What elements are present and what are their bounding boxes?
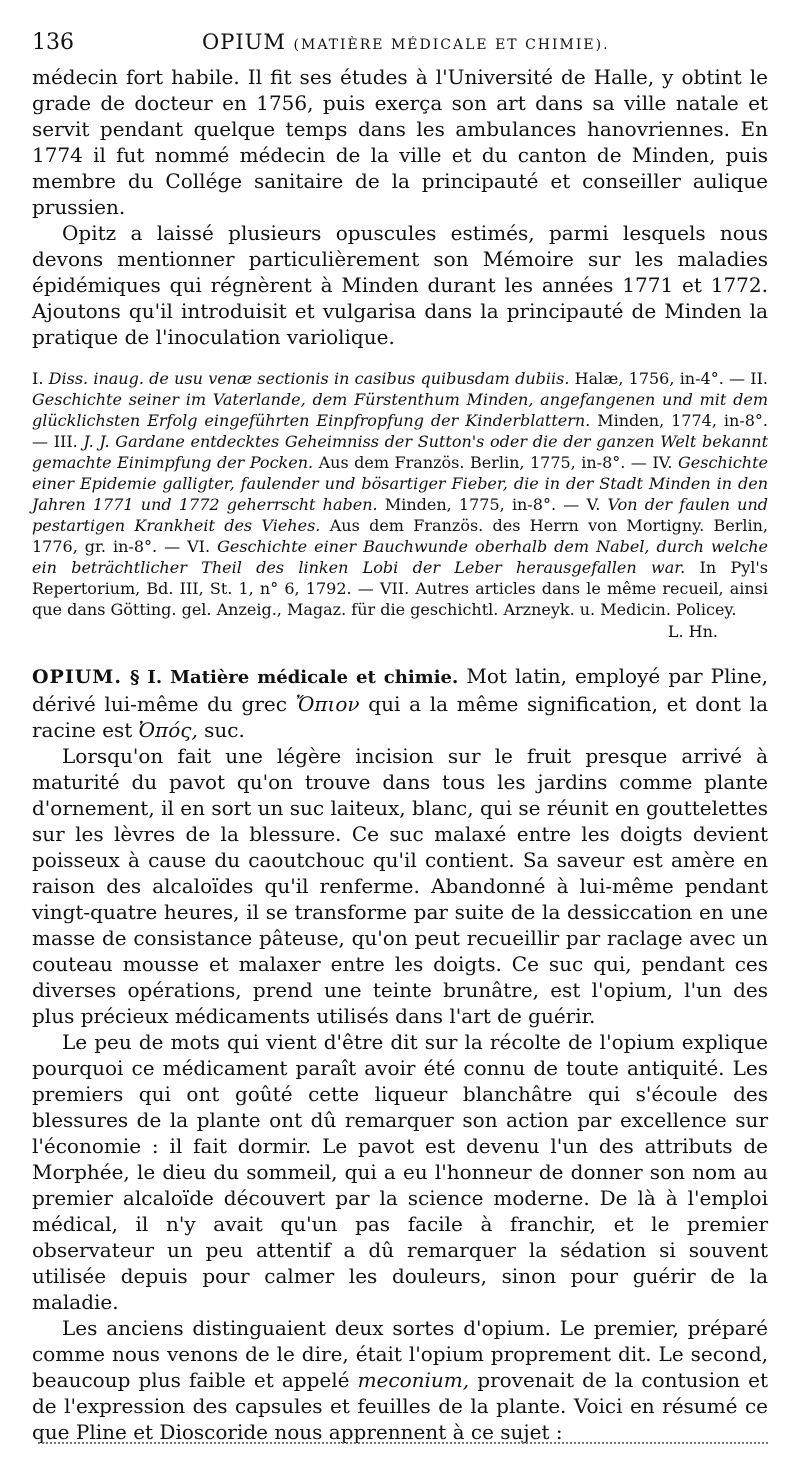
biography-paragraph-2: Opitz a laissé plusieurs opuscules estimés, parmi lesquels nous devons mentionner particulièrement son Mémoire sur les maladies épidémiques qui régnèrent à Minden durant les années 1771 et 1772. Ajoutons qu'il introduisit et vulgarisa dans la principauté de Minden la pratique de l'inoculation variolique. <box>32 221 768 349</box>
biblio-title: J. J. Gardane entdecktes Geheimniss der Sutton's oder die der ganzen Welt bekannt gemachte Einimpfung der Pocken. <box>32 432 769 472</box>
article-paragraph-3 <box>32 1315 768 1445</box>
intro-text: qui a la même signification, et dont la racine est <box>32 692 768 742</box>
footer-dotted-rule <box>38 1442 768 1444</box>
biblio-title: Diss. inaug. de usu venæ sectionis in casibus quibusdam dubiis. <box>48 369 570 388</box>
section-title: § I. Matière médicale et chimie. <box>130 667 459 688</box>
page-number: 136 <box>32 30 74 55</box>
intro-text: suc. <box>204 718 245 742</box>
running-title: OPIUM <box>202 30 286 54</box>
paragraph-text: Les anciens distinguaient deux sortes d'opium. Le premier, préparé comme nous venons de le dire, était l'opium proprement dit. Le second, beaucoup plus faible et appelé <box>32 1316 768 1392</box>
biblio-pub: Aus dem Französ. des Herrn von Mortigny. Berlin, 1776, gr. in-8°. — <box>32 516 769 556</box>
article-paragraph-1: Lorsqu'on fait une légère incision sur le fruit presque arrivé à maturité du pavot qu'on trouve dans tous les jardins comme plante d'ornement, il en sort un suc laiteux, blanc, qui se réunit en gouttelettes sur les lèvres de la blessure. Ce suc malaxé entre les doigts devient poisseux à cause du caoutchouc qu'il contient. Sa saveur est amère en raison des alcaloïdes qu'il renferme. Abandonné à lui-même pendant vingt-quatre heures, il se transforme par suite de la dessiccation en une masse de consistance pâteuse, qu'on peut recueillir par raclage avec un couteau mousse et malaxer entre les doigts. Ce suc qui, pendant ces diverses opérations, prend une teinte brunâtre, est l'opium, l'un des plus précieux médicaments utilisés dans l'art de guérir. <box>32 744 768 1028</box>
author-signature: L. Hn. <box>667 622 718 641</box>
article-paragraph-2: Le peu de mots qui vient d'être dit sur la récolte de l'opium explique pourquoi ce médicament paraît avoir été connu de toute antiquité. Les premiers qui ont goûté cette liqueur blanchâtre qui s'écoule des blessures de la plante ont dû remarquer son action par excellence sur l'économie : il fait dormir. Le pavot est devenu l'un des attributs de Morphée, le dieu du sommeil, qui a eu l'honneur de donner son nom au premier alcaloïde découvert par la science moderne. De là à l'emploi médical, il n'y avait qu'un pas facile à franchir, et le premier observateur un peu attentif a dû remarquer la sédation si souvent utilisée depuis pour calmer les douleurs, sinon pour guérir de la maladie. <box>32 1030 768 1314</box>
bibliography <box>32 368 768 620</box>
running-head <box>202 30 610 54</box>
page <box>32 30 768 1445</box>
biblio-pub: Minden, 1774, in-8°. — <box>32 411 769 451</box>
italic-term: meconium, <box>357 1368 470 1392</box>
biblio-title: Geschichte einer Bauchwunde oberhalb dem Nabel, durch welche ein beträchtlicher Theil des linken Lobi der Leber herausgefallen war. <box>32 537 768 577</box>
article-intro <box>32 663 768 743</box>
biblio-pub: Minden, 1775, in-8°. — <box>384 495 580 514</box>
paragraph-text: provenait de la contusion et de l'expression des capsules et feuilles de la plante. Voici en résumé ce que Pline et Dioscoride nous apprennent à ce sujet : <box>32 1368 769 1444</box>
page-header <box>32 30 768 64</box>
greek-term: Ὄπιον <box>295 692 360 716</box>
biblio-pub: Aus dem Französ. Berlin, 1775, in-8°. — <box>318 453 647 472</box>
biblio-num: I. <box>32 369 44 388</box>
biblio-num: VI. <box>187 537 211 556</box>
biblio-num: VII. <box>379 579 410 598</box>
biblio-num: II. <box>750 369 769 388</box>
greek-term: Ὀπός, <box>138 718 198 742</box>
biblio-pub: In Pyl's Repertorium, Bd. III, St. 1, n° 6, 1792. — <box>32 558 768 598</box>
biblio-pub: Autres articles dans le même recueil, ainsi que dans Götting. gel. Anzeig., Magaz. für die geschichtl. Arzneyk. u. Medicin. Policey. <box>32 579 768 619</box>
biblio-pub: Halæ, 1756, in-4°. — <box>574 369 746 388</box>
biography-paragraph-1: médecin fort habile. Il fit ses études à l'Université de Halle, y obtint le grade de docteur en 1756, puis exerça son art dans sa ville natale et servit pendant quelque temps dans les ambulances hanovriennes. En 1774 il fut nommé médecin de la ville et du canton de Minden, puis membre du Collége sanitaire de la principauté et conseiller aulique prussien. <box>32 65 768 219</box>
biblio-num: III. <box>53 432 78 451</box>
biblio-num: V. <box>586 495 601 514</box>
biblio-title: Von der faulen und pestartigen Krankheit des Viehes. <box>32 495 768 535</box>
biblio-title: Geschichte einer Epidemie galligter, faulender und bösartiger Fieber, die in der Stadt Minden in den Jahren 1771 und 1772 geherrscht haben. <box>32 453 769 514</box>
biblio-num: IV. <box>652 453 673 472</box>
entry-word: OPIUM. <box>32 666 122 688</box>
biblio-title: Geschichte seiner im Vaterlande, dem Fürstenthum Minden, angefangenen und mit dem glücklichsten Erfolg eingeführten Einpfropfung der Kinderblattern. <box>32 390 768 430</box>
running-subtitle: (MATIÈRE MÉDICALE ET CHIMIE). <box>293 37 610 53</box>
intro-text: Mot latin, employé par Pline, dérivé lui-même du grec <box>32 664 768 716</box>
